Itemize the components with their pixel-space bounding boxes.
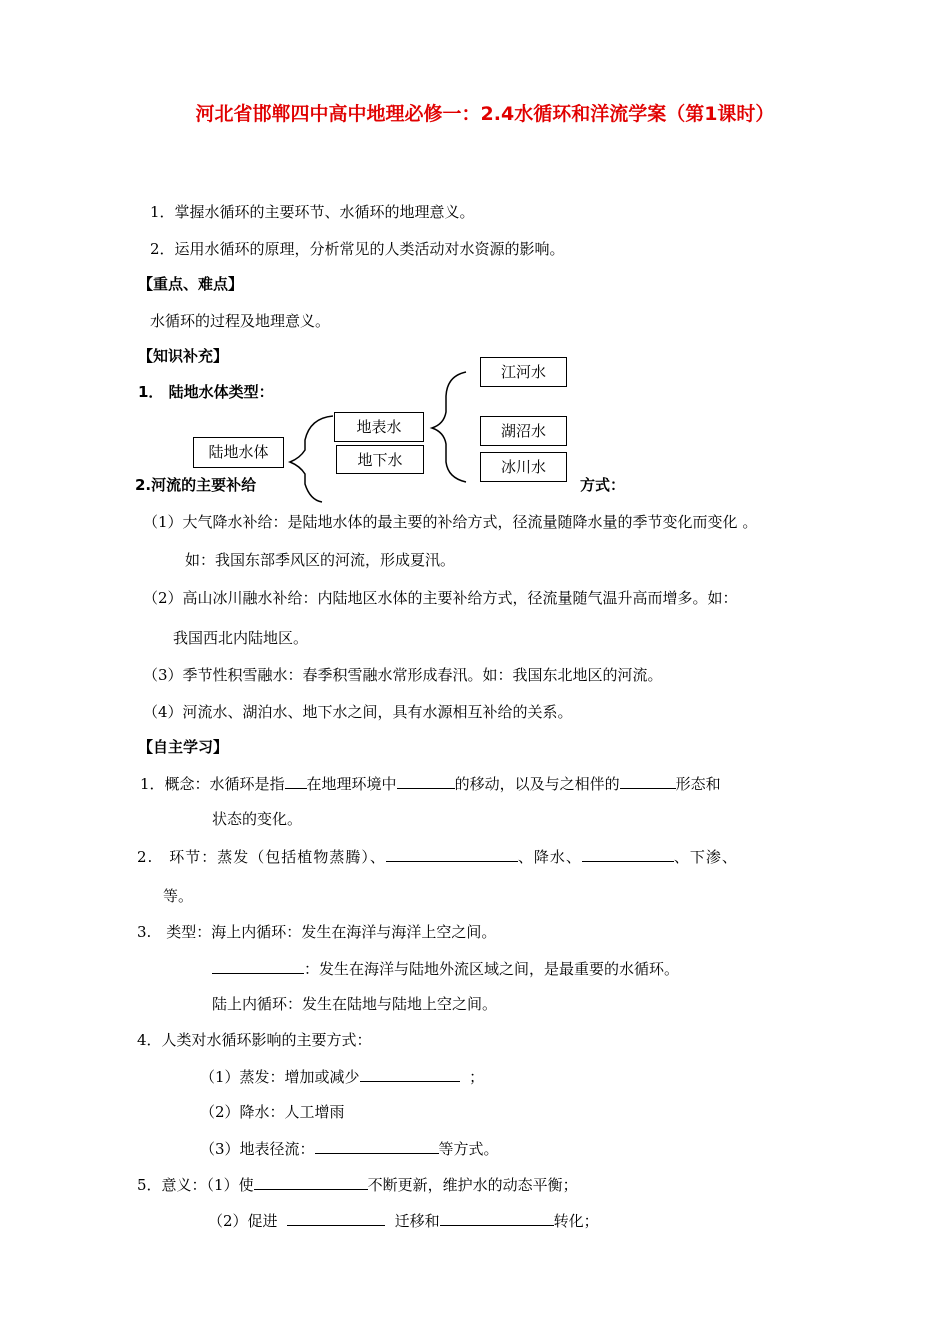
diagram-node-land-water: 陆地水体 [193,437,284,468]
blank-1[interactable] [285,773,307,789]
question-2-part-a: 2. 环节：蒸发（包括植物蒸腾）、 [137,848,386,866]
question-5 [137,1174,578,1195]
question-1-part-c: 的移动，以及与之相伴的 [454,775,620,793]
key-points-heading: 【重点、难点】 [138,275,244,293]
blank-5[interactable] [582,846,674,862]
blank-7[interactable] [360,1066,460,1082]
supply-2-example: 我国西北内陆地区。 [173,629,309,647]
question-1 [140,773,721,794]
question-2 [137,846,738,867]
question-3-line-2 [212,958,679,979]
blank-10[interactable] [287,1210,385,1226]
question-3: 3. 类型：海上内循环：发生在海洋与海洋上空之间。 [137,923,497,941]
blank-2[interactable] [397,773,455,789]
question-4-item-3-text: （3）地表径流： [200,1140,315,1158]
diagram-node-river-water: 江河水 [480,357,567,387]
knowledge-item-1: 1． 陆地水体类型： [138,383,274,401]
diagram-node-groundwater: 地下水 [336,445,424,474]
knowledge-item-2-end: 方式： [580,476,626,494]
question-5-part-a-end: 不断更新，维护水的动态平衡； [367,1176,578,1194]
supply-1: （1）大气降水补给：是陆地水体的最主要的补给方式，径流量随降水量的季节变化而变化 。 [143,513,758,531]
blank-4[interactable] [386,846,518,862]
question-5-part-a: 5．意义：（1）使 [137,1176,254,1194]
question-2-line-2: 等。 [163,887,194,905]
blank-8[interactable] [315,1138,439,1154]
diagram-brackets [0,0,950,520]
document-title: 河北省邯郸四中高中地理必修一：2.4水循环和洋流学案（第1课时） [195,103,775,125]
question-1-line-2: 状态的变化。 [212,810,303,828]
question-1-part-d: 形态和 [675,775,721,793]
diagram-node-lake-water: 湖沼水 [480,416,567,446]
question-3-part-b: ：发生在海洋与陆地外流区域之间，是最重要的水循环。 [304,960,680,978]
blank-11[interactable] [440,1210,554,1226]
question-2-part-c: 、下渗、 [673,848,738,866]
question-4-item-3 [200,1138,499,1159]
self-study-heading: 【自主学习】 [138,738,229,756]
knowledge-heading: 【知识补充】 [138,347,229,365]
supply-1-example: 如：我国东部季风区的河流，形成夏汛。 [185,551,456,569]
supply-2: （2）高山冰川融水补给：内陆地区水体的主要补给方式，径流量随气温升高而增多。如： [143,589,738,607]
question-1-part-b: 在地理环境中 [306,775,397,793]
knowledge-item-2: 2.河流的主要补给 [135,476,257,494]
blank-3[interactable] [620,773,676,789]
supply-4: （4）河流水、湖泊水、地下水之间，具有水源相互补给的关系。 [143,703,573,721]
question-5-part-b: （2）促进 [208,1212,278,1230]
key-points-text: 水循环的过程及地理意义。 [150,312,331,330]
question-2-part-b: 、降水、 [517,848,582,866]
question-4-item-2: （2）降水：人工增雨 [200,1103,345,1121]
question-5-part-b-mid: 迁移和 [394,1212,440,1230]
question-4-item-1-end: ； [469,1068,485,1086]
objective-2: 2．运用水循环的原理，分析常见的人类活动对水资源的影响。 [150,240,565,258]
question-4-item-1-text: （1）蒸发：增加或减少 [200,1068,360,1086]
blank-6[interactable] [212,958,304,974]
question-5-line-2 [208,1210,599,1231]
question-4-item-1 [200,1066,484,1087]
question-3-line-3: 陆上内循环：发生在陆地与陆地上空之间。 [212,995,498,1013]
diagram-node-surface-water: 地表水 [334,412,424,442]
objective-1: 1．掌握水循环的主要环节、水循环的地理意义。 [150,203,475,221]
question-5-part-b-end: 转化； [553,1212,599,1230]
question-4-item-3-end: 等方式。 [438,1140,499,1158]
blank-9[interactable] [254,1174,368,1190]
question-1-part-a: 1．概念：水循环是指 [140,775,285,793]
question-4: 4．人类对水循环影响的主要方式： [137,1031,372,1049]
supply-3: （3）季节性积雪融水：春季积雪融水常形成春汛。如：我国东北地区的河流。 [143,666,663,684]
diagram-node-glacier-water: 冰川水 [480,452,567,482]
